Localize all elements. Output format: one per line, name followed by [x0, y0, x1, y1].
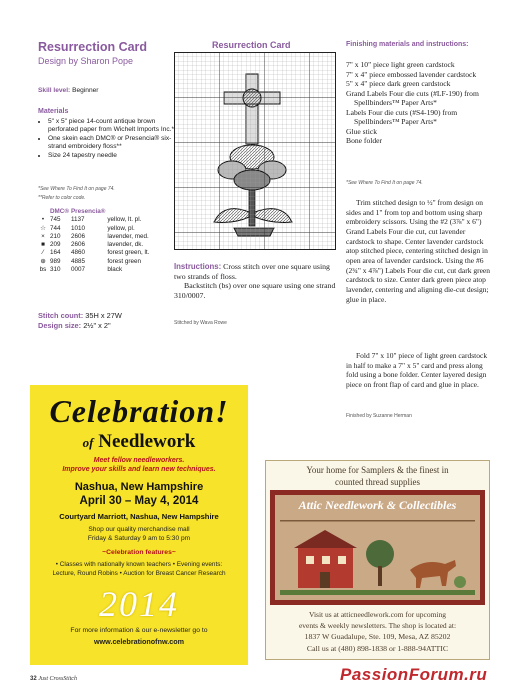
- stitch-count: Stitch count: 35H x 27W: [38, 311, 122, 320]
- stitch-symbol: ⊕: [40, 257, 46, 265]
- finished-by-credit: Finished by Suzanne Herman: [346, 413, 412, 419]
- ad-tagline-2: Improve your skills and learn new techniques.: [62, 466, 216, 473]
- ad-tagline-1: Meet fellow needleworkers.: [93, 457, 185, 464]
- ad-city: Nashua, New Hampshire: [74, 481, 204, 493]
- color-key-table: [38, 208, 151, 274]
- ad-venue: Courtyard Marriott, Nashua, New Hampshire: [59, 512, 219, 521]
- color-key-row: ☆ 744 1010 yellow, pl.: [38, 225, 151, 233]
- attic-visit-line-2: events & weekly newsletters. The shop is located at:: [298, 621, 457, 630]
- ad-website-link[interactable]: www.celebrationofnw.com: [93, 637, 185, 646]
- ad-shop-line-2: Friday & Saturday 9 am to 5:30 pm: [87, 535, 191, 542]
- stitch-symbol: ×: [41, 232, 45, 240]
- attic-header-line-2: counted thread supplies: [335, 477, 420, 487]
- designer-credit: Design by Sharon Pope: [38, 56, 134, 66]
- skill-level-label: Skill level:: [38, 87, 71, 94]
- color-key-row: ■ 209 2606 lavender, dk.: [38, 241, 151, 249]
- finishing-note: *See Where To Find It on page 74.: [346, 180, 423, 186]
- color-code-note: **Refer to color code.: [38, 195, 86, 201]
- attic-visit-line-1: Visit us at atticneedlework.com for upcoming: [308, 610, 446, 619]
- celebration-ad[interactable]: [30, 385, 248, 665]
- ad-year: 2014: [99, 584, 179, 624]
- finishing-paragraph-2: Fold 7" x 10" piece of light green cardstock in half to make a 7" x 5" card and press along fold using a bone folder. Center layered design piece on front flap of card and glue in place.: [346, 351, 488, 389]
- stitch-symbol: ■: [41, 241, 45, 249]
- material-item: • Size 24 tapestry needle: [48, 152, 178, 160]
- ad-shop-line-1: Shop our quality merchandise mall: [88, 526, 190, 533]
- color-key-row: bs 310 0007 black: [39, 266, 123, 274]
- stitch-symbol: ☆: [40, 224, 46, 232]
- magazine-name: Just CrossStitch: [38, 676, 77, 682]
- presencia-header: Presencia®: [70, 208, 106, 215]
- stitch-symbol: ⁄: [42, 249, 44, 257]
- watermark: PassionForum.ru: [340, 665, 488, 684]
- ad-features-line-1: • Classes with nationally known teachers • Evening events:: [55, 561, 223, 568]
- attic-phone: Call us at (480) 898-1838 or 1-888-94ATTIC: [306, 644, 449, 653]
- color-key-row: ⁄ 164 4860 forest green, lt.: [38, 249, 151, 257]
- skill-level-value: Beginner: [72, 87, 99, 94]
- attic-header-line-1: Your home for Samplers & the finest in: [306, 465, 449, 475]
- cross-stitch-chart: [174, 52, 336, 250]
- attic-address: 1837 W Guadalupe, Ste. 109, Mesa, AZ 85202: [304, 632, 451, 641]
- chart-instructions: Instructions: Cross stitch over one square using two strands of floss. Backstitch (bs) over one square using one strand 310/0007.: [174, 262, 336, 300]
- attic-logo: Attic Needlework & Collectibles: [298, 498, 457, 512]
- color-key-row: × 210 2606 lavender, med.: [38, 233, 151, 241]
- page-footer: [30, 676, 77, 682]
- finishing-heading: Finishing materials and instructions:: [346, 41, 469, 48]
- ad-features-line-2: Lecture, Round Robins • Auction for Breast Cancer Research: [52, 570, 226, 577]
- materials-note: *See Where To Find It on page 74.: [38, 186, 115, 192]
- materials-heading: Materials: [38, 108, 69, 115]
- color-key-row: ⊕ 989 4885 forest green: [38, 258, 151, 266]
- page-number: 32: [30, 676, 37, 682]
- skill-level: [38, 87, 99, 95]
- finishing-materials: 7" x 10" piece light green cardstock 7" x 4" piece embossed lavender cardstock 5" x 4" piece dark green cardstock Grand Labels Four die cuts (#LF-190) from Spellbinders™ Paper Arts* Labels Four die cuts (#S4-190) from Spellbinders™ Paper Arts* Glue stick Bone folder: [346, 60, 479, 145]
- chart-title: Resurrection Card: [212, 40, 291, 50]
- finishing-paragraph-1: Trim stitched design to ½" from design on sides and 1" from top and bottom using sharp embroidery scissors. Using the #2 (3⅞" x 6") Grand Labels Four die cut, cut lavender cardstock to shape. Center lavender cardstock atop stitched piece, centering stitched design in open area of lavender cardstock. Using the #6 (2¾" x 4⅞") Labels Four die cut, cut dark green cardstock to size. Center dark green piece atop lavender, centering and aligning die-cut design; glue in place.: [346, 198, 490, 304]
- stitch-symbol: •: [41, 216, 45, 224]
- stitch-symbol: bs: [39, 266, 47, 274]
- material-item: • One skein each DMC® or Presencia® six-strand embroidery floss**: [48, 135, 178, 152]
- design-size: Design size: 2½" x 2": [38, 321, 111, 330]
- material-item: • 5" x 5" piece 14-count antique brown perforated paper from Wichelt Imports Inc.*: [48, 118, 178, 135]
- ad-features-heading: ~Celebration features~: [102, 549, 176, 556]
- attic-needlework-ad[interactable]: [265, 460, 490, 660]
- dmc-header: DMC®: [50, 208, 69, 215]
- ad-subtitle: of Needlework: [82, 431, 196, 452]
- ad-more-info: For more information & our e-newsletter go to: [70, 627, 208, 634]
- ad-script-title: Celebration!: [49, 393, 229, 429]
- ad-dates: April 30 – May 4, 2014: [79, 495, 199, 507]
- stitched-by-credit: Stitched by Wava Rowe: [174, 320, 227, 326]
- color-key-header: [38, 208, 151, 216]
- color-key-row: • 745 1137 yellow, lt. pl.: [38, 216, 151, 224]
- page-title: Resurrection Card: [38, 40, 148, 54]
- materials-list: [40, 118, 178, 160]
